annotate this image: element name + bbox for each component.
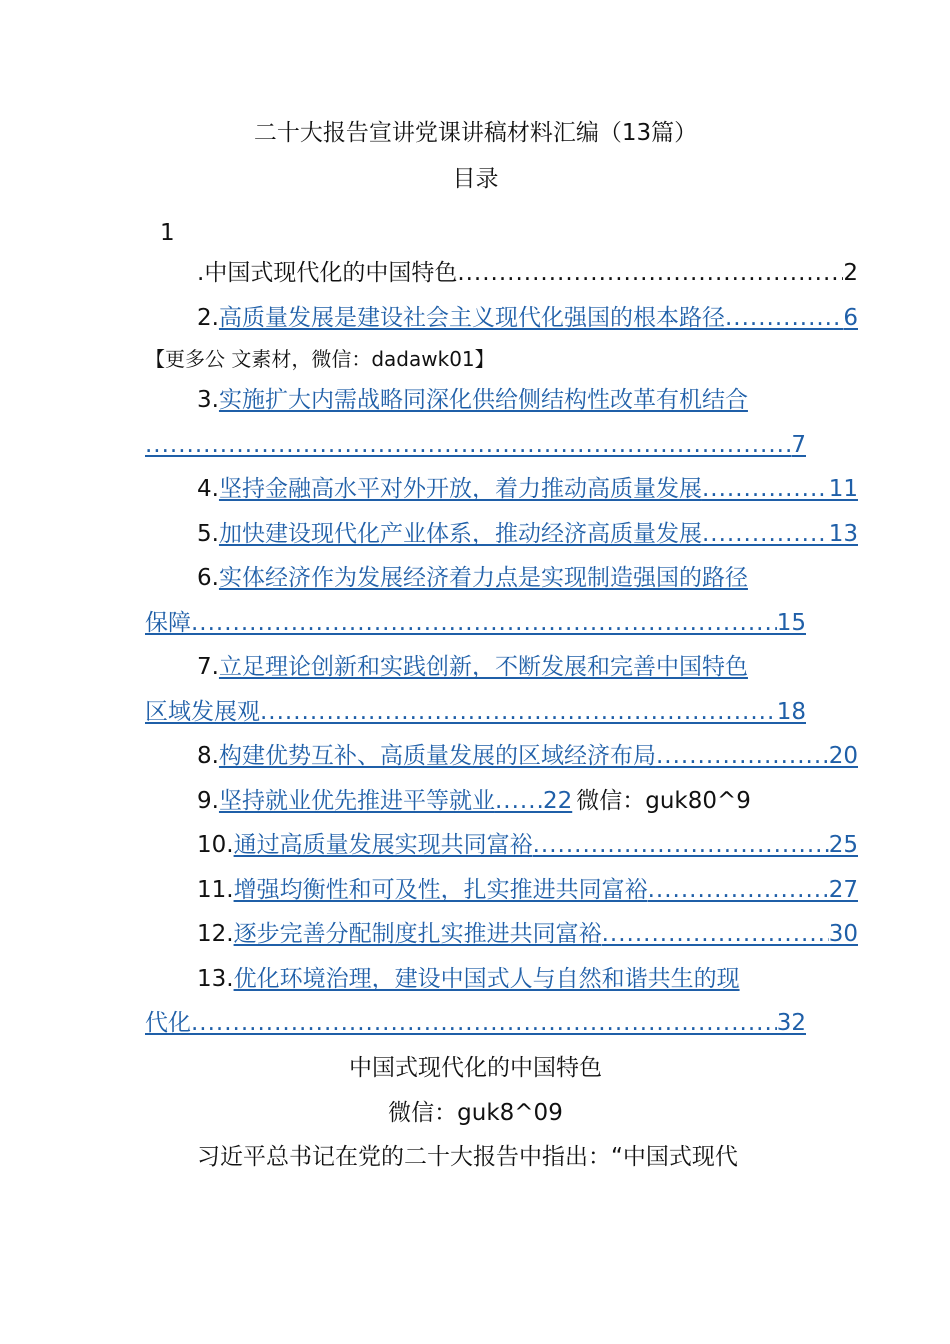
toc-entry-link-continued[interactable]: 保障 <box>145 610 191 636</box>
toc-heading: 目录 <box>452 166 499 192</box>
toc-entry-2[interactable] <box>145 303 858 333</box>
toc-entry-page[interactable]: 20 <box>828 743 858 769</box>
toc-entry-number: 10. <box>197 832 234 858</box>
toc-entry-8[interactable] <box>145 741 858 771</box>
toc-entry-7-continued[interactable] <box>145 697 806 727</box>
toc-entry-page[interactable]: 6 <box>843 305 858 331</box>
toc-entry-number: 9. <box>197 788 219 814</box>
toc-leader-dots <box>191 1008 777 1038</box>
toc-entry-number: 5. <box>197 521 219 547</box>
toc-entry-text[interactable]: 中国式现代化的中国特色 <box>204 260 458 286</box>
section-wechat-note: 微信：guk8^09 <box>388 1100 563 1126</box>
toc-entry-6-continued[interactable] <box>145 608 806 638</box>
toc-entry-number: 4. <box>197 476 219 502</box>
toc-entry-link[interactable]: 增强均衡性和可及性，扎实推进共同富裕 <box>233 877 648 903</box>
toc-entry-number: 6. <box>197 565 219 591</box>
toc-leader-dots <box>648 875 829 905</box>
toc-entry-link[interactable]: 加快建设现代化产业体系，推动经济高质量发展 <box>218 521 702 547</box>
toc-entry-page[interactable]: 18 <box>776 699 806 725</box>
toc-entry-number: 3. <box>197 387 219 413</box>
toc-leader-dots <box>656 741 829 771</box>
toc-entry-link[interactable]: 立足理论创新和实践创新，不断发展和完善中国特色 <box>218 654 748 680</box>
toc-entry-number: 12. <box>197 921 234 947</box>
toc-entry-page[interactable]: 27 <box>828 877 858 903</box>
toc-entry-page[interactable]: 32 <box>776 1010 806 1036</box>
toc-entry-link[interactable]: 构建优势互补、高质量发展的区域经济布局 <box>218 743 656 769</box>
toc-entry-3-continued[interactable] <box>145 430 806 460</box>
toc-entry-page[interactable]: 2 <box>843 260 858 286</box>
toc-entry-link[interactable]: 坚持就业优先推进平等就业 <box>218 788 495 814</box>
toc-entry-13[interactable] <box>145 964 858 994</box>
promo-note: 【更多公 文素材，微信：dadawk01】 <box>145 347 495 371</box>
toc-entry-12[interactable] <box>145 919 858 949</box>
toc-entry-page[interactable]: 22 <box>542 788 573 814</box>
toc-entry-page[interactable]: 25 <box>828 832 858 858</box>
toc-entry-number: 13. <box>197 966 234 992</box>
toc-entry-link[interactable]: 高质量发展是建设社会主义现代化强国的根本路径 <box>218 305 725 331</box>
toc-entry-link[interactable]: 实体经济作为发展经济着力点是实现制造强国的路径 <box>218 565 748 591</box>
toc-entry-number: 7. <box>197 654 219 680</box>
toc-entry-4[interactable] <box>145 474 858 504</box>
toc-entry-link[interactable]: 坚持金融高水平对外开放，着力推动高质量发展 <box>218 476 702 502</box>
wechat-inline-note: 微信：guk80^9 <box>576 788 751 814</box>
toc-leader-dots <box>191 608 777 638</box>
toc-leader-dots <box>495 786 543 816</box>
toc-entry-page[interactable]: 13 <box>828 521 858 547</box>
toc-entry-9[interactable] <box>145 786 858 816</box>
toc-entry-link[interactable]: 实施扩大内需战略同深化供给侧结构性改革有机结合 <box>218 387 748 413</box>
toc-entry-13-continued[interactable] <box>145 1008 806 1038</box>
toc-entry-link-continued[interactable]: 区域发展观 <box>145 699 260 725</box>
toc-entry-3[interactable] <box>145 385 858 415</box>
toc-entry-page[interactable]: 15 <box>776 610 806 636</box>
toc-entry-page[interactable]: 7 <box>791 432 806 458</box>
toc-entry-5[interactable] <box>145 519 858 549</box>
toc-entry-1[interactable] <box>145 258 858 288</box>
toc-entry-page[interactable]: 11 <box>828 476 858 502</box>
toc-entry-link-continued[interactable]: 代化 <box>145 1010 191 1036</box>
toc-entry-number: 8. <box>197 743 219 769</box>
toc-entry-7[interactable] <box>145 652 858 682</box>
toc-leader-dots <box>725 303 843 333</box>
toc-leader-dots <box>457 258 843 288</box>
section-title: 中国式现代化的中国特色 <box>349 1055 602 1081</box>
document-title: 二十大报告宣讲党课讲稿材料汇编（13篇） <box>253 120 698 146</box>
toc-entry-link[interactable]: 优化环境治理，建设中国式人与自然和谐共生的现 <box>233 966 740 992</box>
stray-number: 1 <box>160 220 175 246</box>
toc-leader-dots <box>602 919 829 949</box>
toc-leader-dots <box>533 830 829 860</box>
toc-leader-dots <box>702 474 829 504</box>
toc-entry-link[interactable]: 逐步完善分配制度扎实推进共同富裕 <box>233 921 602 947</box>
toc-leader-dots <box>260 697 777 727</box>
toc-entry-number: . <box>197 260 205 286</box>
toc-entry-number: 11. <box>197 877 234 903</box>
toc-entry-number: 2. <box>197 305 219 331</box>
toc-entry-11[interactable] <box>145 875 858 905</box>
toc-entry-10[interactable] <box>145 830 858 860</box>
body-paragraph: 习近平总书记在党的二十大报告中指出：“中国式现代 <box>197 1144 738 1170</box>
toc-leader-dots <box>702 519 829 549</box>
toc-entry-link[interactable]: 通过高质量发展实现共同富裕 <box>233 832 533 858</box>
toc-entry-6[interactable] <box>145 563 858 593</box>
toc-entry-page[interactable]: 30 <box>828 921 858 947</box>
toc-leader-dots <box>145 430 791 460</box>
